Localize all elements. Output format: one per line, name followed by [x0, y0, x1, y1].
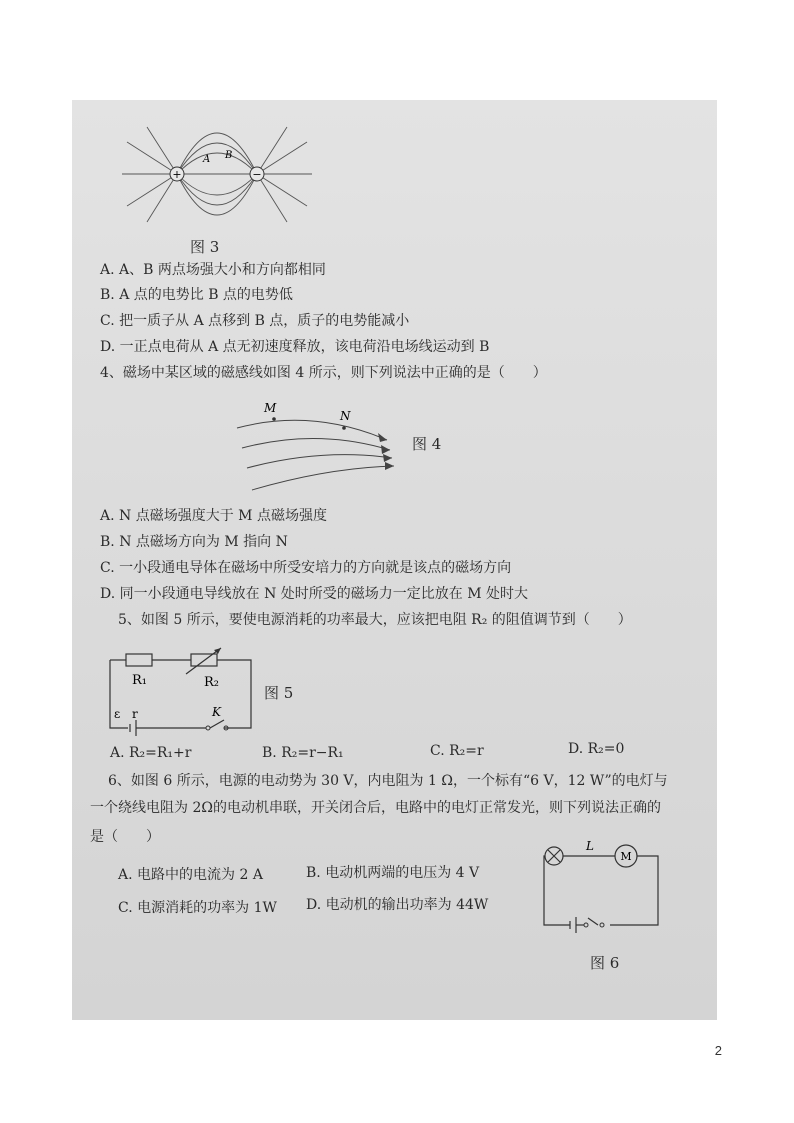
- positive-charge-symbol: +: [172, 168, 182, 181]
- q6-option-a: A. 电路中的电流为 2 A: [118, 867, 263, 883]
- figure-6-circuit: [540, 840, 665, 935]
- figure-5-label: 图 5: [264, 684, 294, 702]
- figure-4-magnetic-field-lines: [232, 390, 402, 495]
- lamp-label: L: [586, 839, 594, 853]
- q5-option-c: C. R₂=r: [430, 743, 484, 759]
- switch-label: K: [212, 705, 221, 719]
- figure-3-label: 图 3: [190, 238, 220, 256]
- negative-charge-symbol: −: [252, 168, 262, 181]
- q6-stem-line-1: 6、如图 6 所示，电源的电动势为 30 V，内电阻为 1 Ω，一个标有“6 V，12 W”的电灯与: [108, 773, 668, 789]
- q5-stem: 5、如图 5 所示，要使电源消耗的功率最大，应该把电阻 R₂ 的阻值调节到（ ）: [118, 612, 632, 628]
- figure-6-label: 图 6: [590, 954, 620, 972]
- q4-option-b: B. N 点磁场方向为 M 指向 N: [100, 534, 288, 550]
- q5-option-d: D. R₂=0: [568, 741, 625, 757]
- q4-option-a: A. N 点磁场强度大于 M 点磁场强度: [100, 508, 327, 524]
- q3-option-a: A. A、B 两点场强大小和方向都相同: [100, 262, 326, 278]
- motor-label: M: [620, 850, 632, 863]
- figure-4-label: 图 4: [412, 435, 442, 453]
- r2-label: R₂: [204, 675, 219, 690]
- q6-option-c: C. 电源消耗的功率为 1W: [118, 900, 277, 916]
- q4-stem: 4、磁场中某区域的磁感线如图 4 所示，则下列说法中正确的是（ ）: [100, 365, 547, 381]
- q3-option-d: D. 一正点电荷从 A 点无初速度释放，该电荷沿电场线运动到 B: [100, 339, 490, 355]
- q6-option-b: B. 电动机两端的电压为 4 V: [306, 865, 480, 881]
- q6-stem-line-3: 是（ ）: [90, 829, 160, 845]
- point-n-label: N: [340, 409, 351, 423]
- point-a-label: A: [203, 154, 211, 165]
- figure-3-dipole-field: [117, 122, 367, 232]
- scanned-page-photo: [72, 100, 717, 1020]
- emf-label: ε: [114, 707, 121, 721]
- q4-option-c: C. 一小段通电导体在磁场中所受安培力的方向就是该点的磁场方向: [100, 560, 512, 576]
- q6-option-d: D. 电动机的输出功率为 44W: [306, 897, 489, 913]
- r1-label: R₁: [132, 673, 147, 688]
- internal-resistance-label: r: [132, 707, 138, 721]
- q4-option-d: D. 同一小段通电导线放在 N 处时所受的磁场力一定比放在 M 处时大: [100, 586, 529, 602]
- q6-stem-line-2: 一个绕线电阻为 2Ω的电动机串联，开关闭合后，电路中的电灯正常发光，则下列说法正确的: [90, 800, 661, 816]
- point-m-label: M: [264, 401, 277, 415]
- figure-5-circuit: [106, 648, 256, 733]
- q3-option-b: B. A 点的电势比 B 点的电势低: [100, 287, 293, 303]
- page-number: 2: [714, 1043, 722, 1058]
- q3-option-c: C. 把一质子从 A 点移到 B 点，质子的电势能减小: [100, 313, 410, 329]
- point-b-label: B: [225, 150, 233, 161]
- q5-option-b: B. R₂=r−R₁: [262, 745, 344, 761]
- q5-option-a: A. R₂=R₁+r: [110, 745, 192, 761]
